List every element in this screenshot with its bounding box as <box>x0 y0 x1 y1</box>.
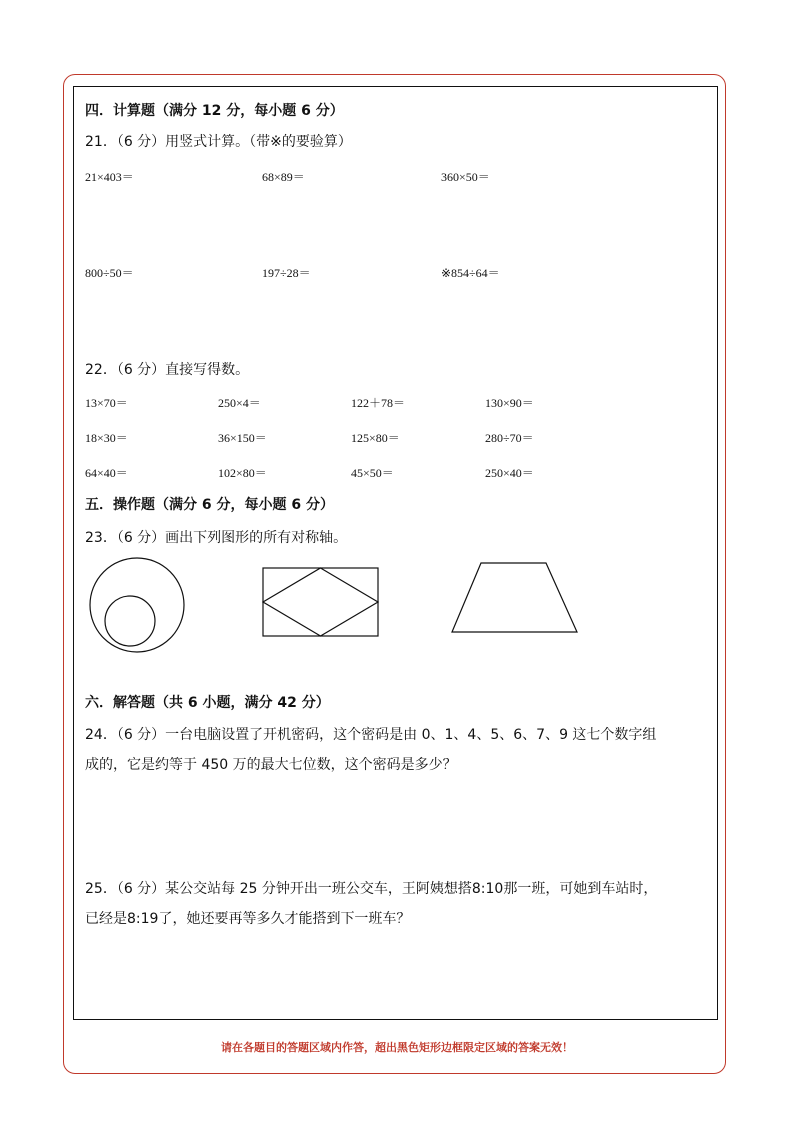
question-24-line-1: 24．（6 分）一台电脑设置了开机密码，这个密码是由 0、1、4、5、6、7、9 这七个数字组 <box>85 727 657 743</box>
trapezoid-figure <box>450 562 580 636</box>
section-6-title: 六．解答题（共 6 小题，满分 42 分） <box>85 695 330 711</box>
question-22-prompt: 22．（6 分）直接写得数。 <box>85 362 250 378</box>
mental-calc-item: 102×80＝ <box>218 466 267 480</box>
mental-calc-item: 130×90＝ <box>485 396 534 410</box>
calc-item: 360×50＝ <box>441 170 490 184</box>
mental-calc-item: 122＋78＝ <box>351 396 406 410</box>
mental-calc-item: 18×30＝ <box>85 431 128 445</box>
section-4-title: 四．计算题（满分 12 分，每小题 6 分） <box>85 103 344 119</box>
mental-calc-item: 64×40＝ <box>85 466 128 480</box>
calc-item: 68×89＝ <box>262 170 305 184</box>
mental-calc-item: 125×80＝ <box>351 431 400 445</box>
question-25-line-2: 已经是8:19了，她还要再等多久才能搭到下一班车？ <box>85 911 411 927</box>
question-25-line-1: 25．（6 分）某公交站每 25 分钟开出一班公交车，王阿姨想搭8:10那一班，可她到车站时， <box>85 881 658 897</box>
mental-calc-item: 45×50＝ <box>351 466 394 480</box>
circles-figure <box>84 556 194 656</box>
footer-notice: 请在各题目的答题区域内作答，超出黑色矩形边框限定区域的答案无效！ <box>221 1041 573 1054</box>
calc-item: ※854÷64＝ <box>441 266 500 280</box>
section-5-title: 五．操作题（满分 6 分，每小题 6 分） <box>85 497 334 513</box>
question-21-prompt: 21．（6 分）用竖式计算。（带※的要验算） <box>85 134 352 150</box>
question-24-line-2: 成的，它是约等于 450 万的最大七位数，这个密码是多少？ <box>85 757 457 773</box>
mental-calc-item: 36×150＝ <box>218 431 267 445</box>
calc-item: 800÷50＝ <box>85 266 134 280</box>
mental-calc-item: 280÷70＝ <box>485 431 534 445</box>
mental-calc-item: 250×4＝ <box>218 396 261 410</box>
rectangle-rhombus-figure <box>262 567 380 639</box>
question-23-prompt: 23．（6 分）画出下列图形的所有对称轴。 <box>85 530 348 546</box>
calc-item: 197÷28＝ <box>262 266 311 280</box>
mental-calc-item: 13×70＝ <box>85 396 128 410</box>
mental-calc-item: 250×40＝ <box>485 466 534 480</box>
calc-item: 21×403＝ <box>85 170 134 184</box>
